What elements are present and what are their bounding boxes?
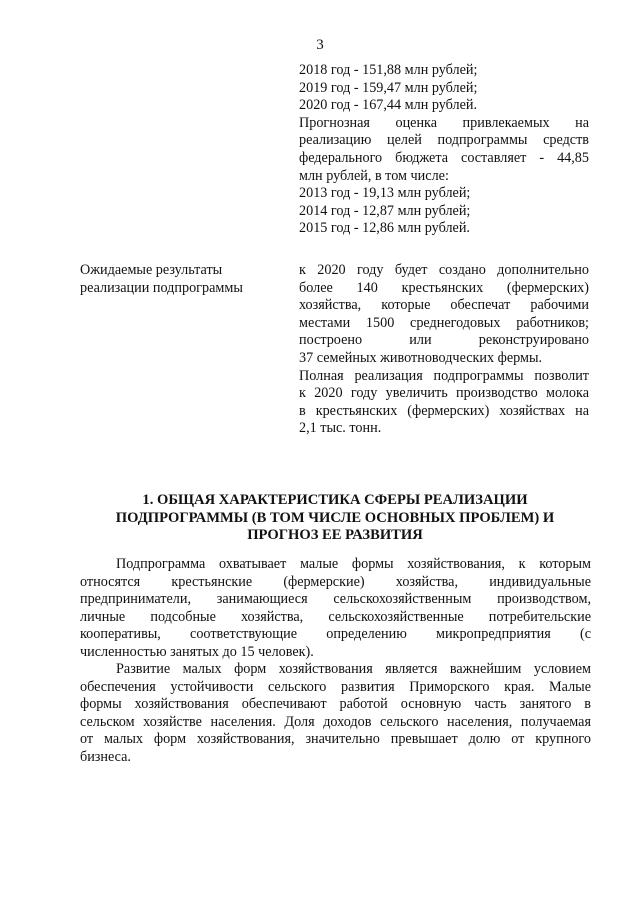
paragraph-line: Подпрограмма охватывает малые формы хозяйствования, к которым	[116, 556, 591, 572]
funding-line-2019: 2019 год - 159,47 млн рублей;	[299, 79, 478, 96]
paragraph-1	[80, 556, 591, 662]
expected-results-line: Полная реализация подпрограммы позволит	[299, 367, 589, 384]
expected-results-line: построено или реконструировано	[299, 332, 589, 349]
federal-year-2015: 2015 год - 12,86 млн рублей.	[299, 220, 470, 237]
section-heading-line: 1. ОБЩАЯ ХАРАКТЕРИСТИКА СФЕРЫ РЕАЛИЗАЦИИ	[142, 492, 528, 508]
federal-funding-line: федерального бюджета составляет - 44,85	[299, 149, 589, 166]
paragraph-2	[80, 661, 591, 767]
expected-results-line: к 2020 году увеличить производство молока	[299, 385, 589, 402]
federal-year-2014: 2014 год - 12,87 млн рублей;	[299, 202, 471, 219]
paragraph-line: сельском хозяйстве населения. Доля доходов сельского населения, получаемая	[80, 713, 591, 730]
expected-results-line: хозяйства, которые обеспечат рабочими	[299, 297, 589, 314]
funding-line-2020: 2020 год - 167,44 млн рублей.	[299, 97, 478, 114]
federal-funding-line: реализацию целей подпрограммы средств	[299, 132, 589, 149]
expected-results-line: местами 1500 среднегодовых работников;	[299, 314, 589, 331]
expected-results-text	[299, 262, 589, 438]
expected-results-line: 2,1 тыс. тонн.	[299, 420, 382, 437]
section-heading-line: ПОДПРОГРАММЫ (В ТОМ ЧИСЛЕ ОСНОВНЫХ ПРОБЛЕМ) И	[115, 509, 555, 526]
funding-block	[299, 62, 589, 238]
expected-results-label-line: реализации подпрограммы	[80, 279, 243, 296]
federal-year-2013: 2013 год - 19,13 млн рублей;	[299, 185, 471, 202]
expected-results-line: к 2020 году будет создано дополнительно	[299, 262, 589, 278]
funding-line-2018: 2018 год - 151,88 млн рублей;	[299, 62, 478, 78]
paragraph-line: предприниматели, занимающиеся сельскохозяйственным производством,	[80, 591, 591, 608]
expected-results-line: в крестьянских (фермерских) хозяйствах на	[299, 402, 589, 419]
expected-results-label	[80, 262, 280, 297]
expected-results-line: более 140 крестьянских (фермерских)	[299, 279, 589, 296]
section-heading-line: ПРОГНОЗ ЕЕ РАЗВИТИЯ	[247, 527, 423, 544]
paragraph-line: Развитие малых форм хозяйствования является важнейшим условием	[116, 661, 591, 677]
paragraph-line: обеспечения устойчивости сельского развития Приморского края. Малые	[80, 678, 591, 695]
section-heading	[80, 492, 590, 545]
paragraph-line: кооперативы, соответствующие определению микропредприятия (с	[80, 626, 591, 643]
federal-funding-line: Прогнозная оценка привлекаемых на	[299, 114, 589, 131]
expected-results-label-line: Ожидаемые результаты	[80, 262, 223, 278]
paragraph-line: от малых форм хозяйствования, значительно превышает долю от крупного	[80, 731, 591, 748]
federal-funding-line: млн рублей, в том числе:	[299, 167, 449, 184]
expected-results-line: 37 семейных животноводческих фермы.	[299, 349, 543, 366]
paragraph-line: численностью занятых до 15 человек).	[80, 643, 314, 660]
paragraph-line: бизнеса.	[80, 748, 131, 765]
page-number: 3	[316, 37, 324, 53]
paragraph-line: личные подсобные хозяйства, сельскохозяйственные потребительские	[80, 608, 591, 625]
paragraph-line: относятся крестьянские (фермерские) хозяйства, индивидуальные	[80, 573, 591, 590]
paragraph-line: формы хозяйствования обеспечивают работой основную часть занятого в	[80, 696, 591, 713]
